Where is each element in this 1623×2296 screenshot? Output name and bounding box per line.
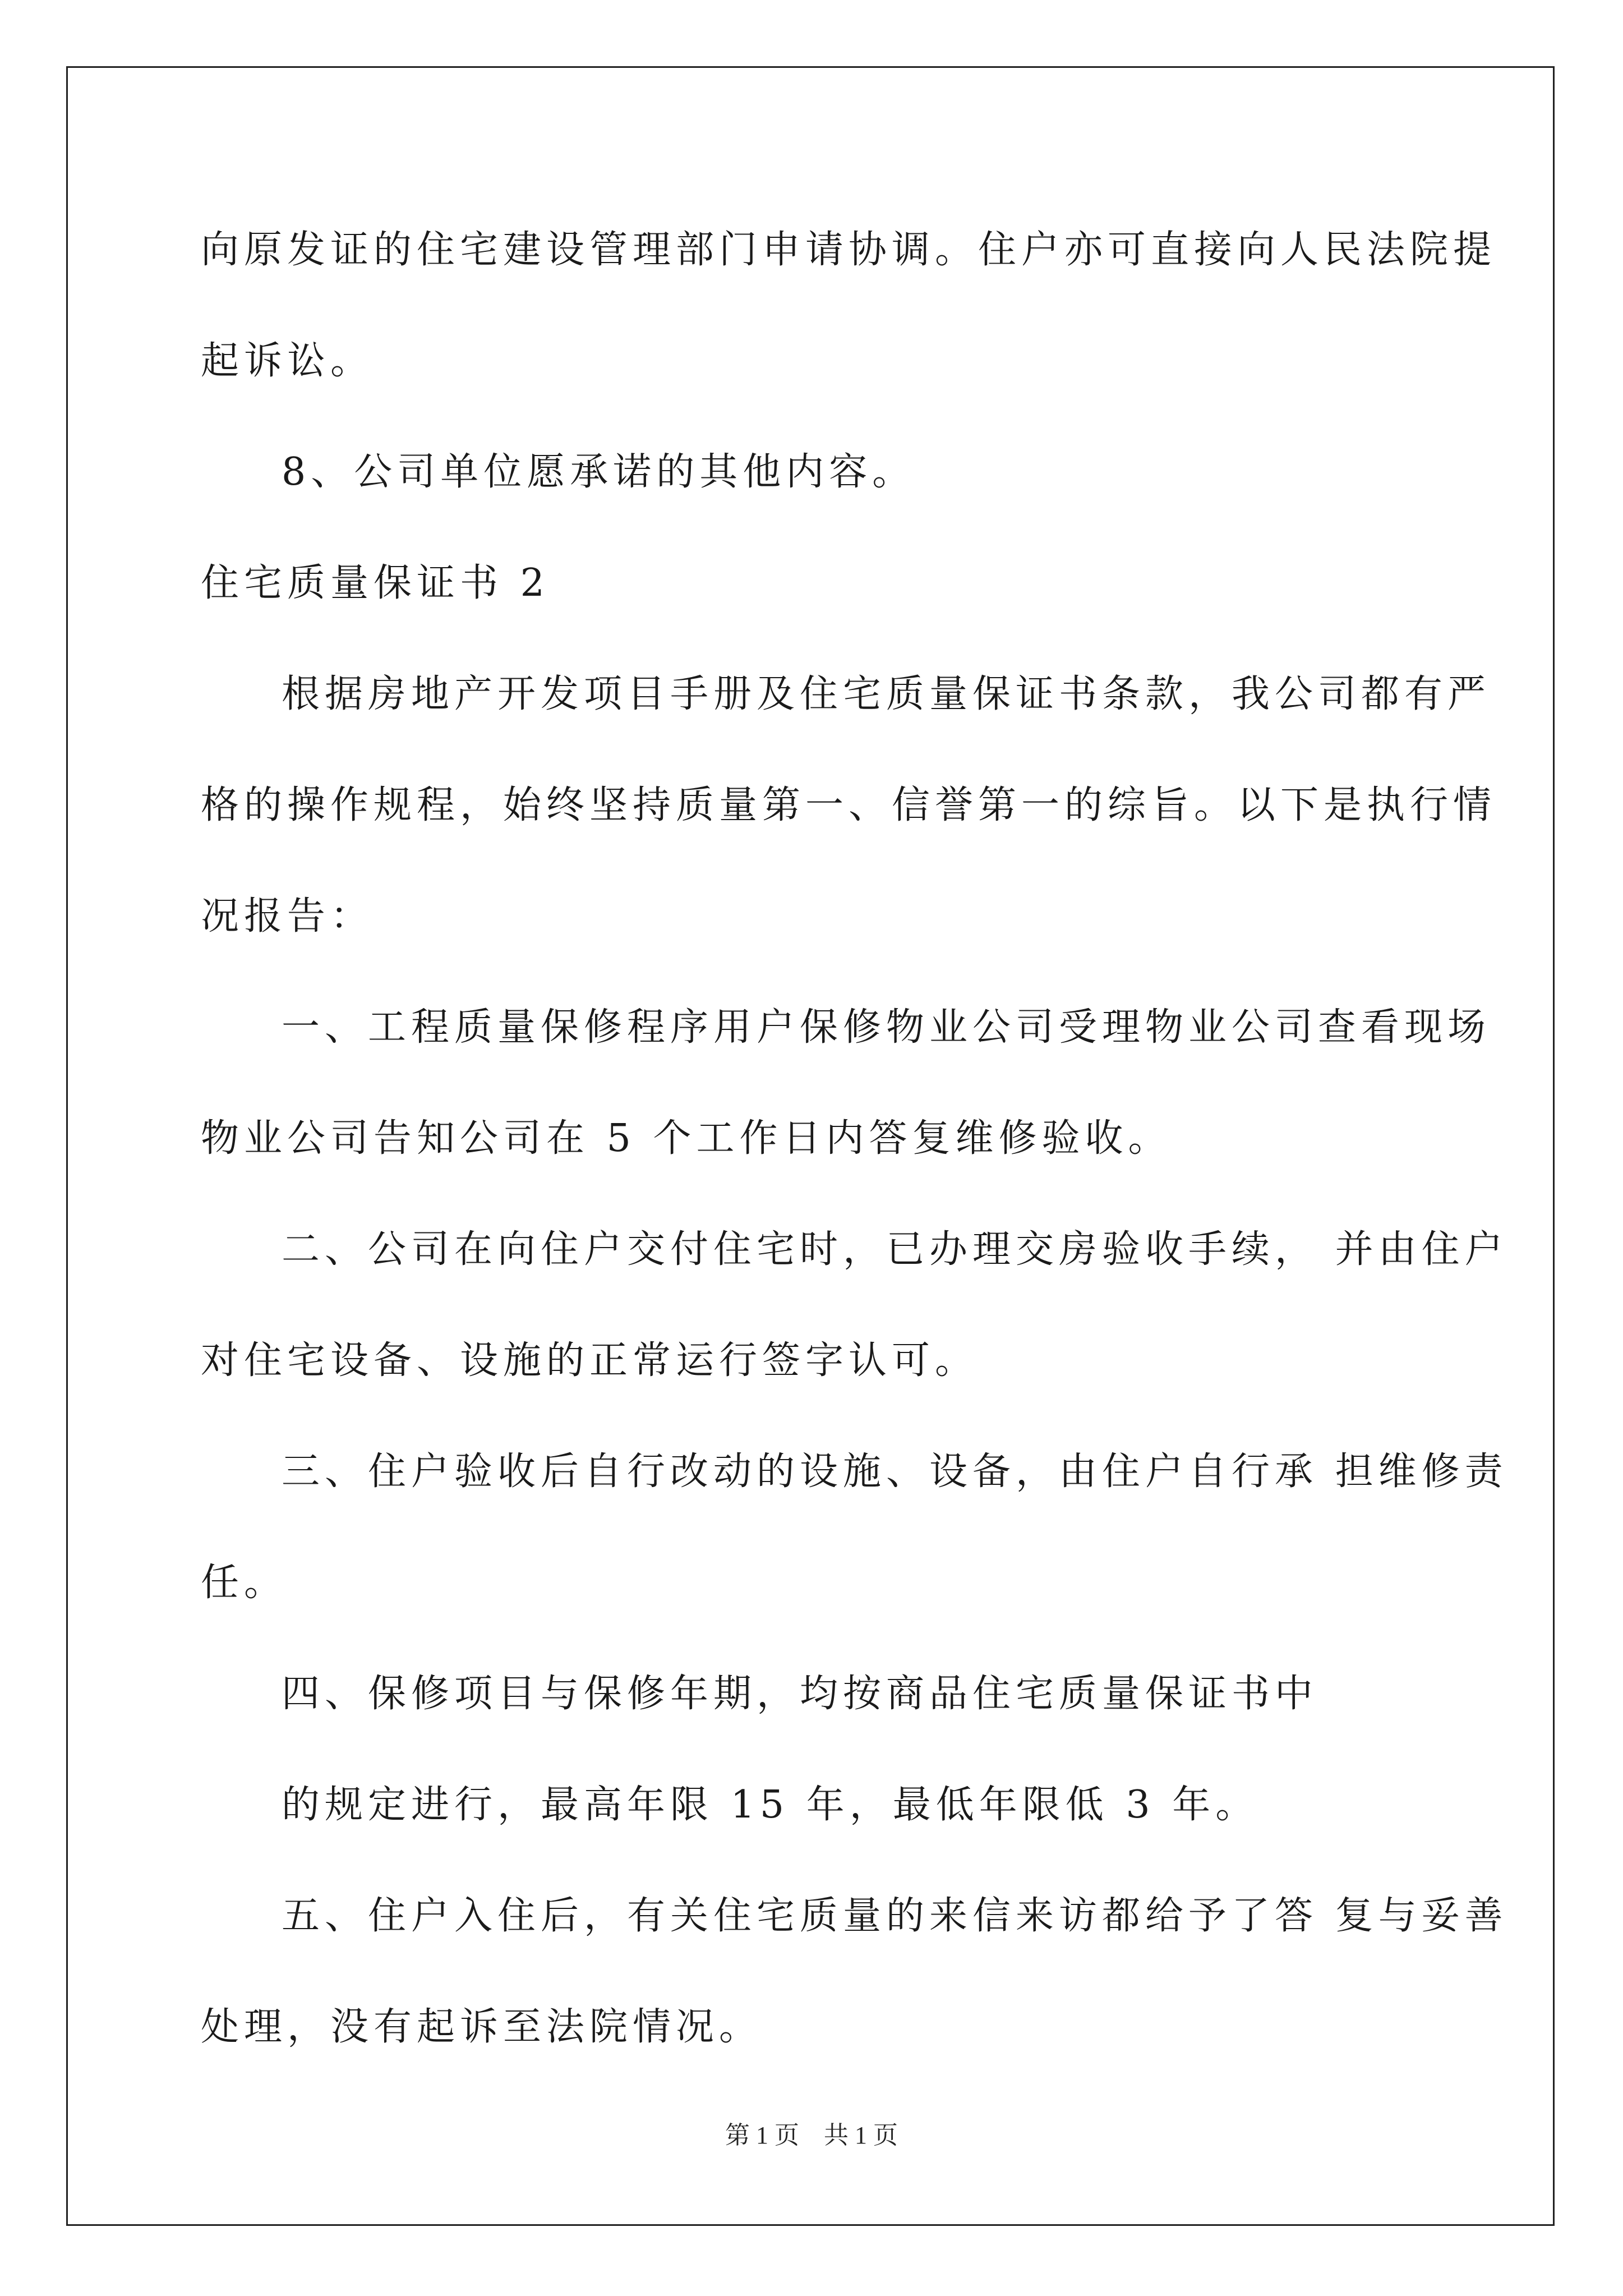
body-line: 物业公司告知公司在 5 个工作日内答复维修验收。 (201, 1116, 1172, 1161)
list-item: 二、公司在向住户交付住宅时，已办理交房验收手续， 并由住户 (282, 1227, 1508, 1272)
body-line: 向原发证的住宅建设管理部门申请协调。住户亦可直接向人民法院提 (201, 228, 1497, 272)
list-item: 五、住户入住后，有关住宅质量的来信来访都给予了答 复与妥善 (282, 1894, 1508, 1938)
body-line: 况报告： (201, 894, 374, 938)
list-item: 三、住户验收后自行改动的设施、设备，由住户自行承 担维修责 (282, 1450, 1508, 1494)
body-line: 起诉讼。 (201, 339, 374, 383)
body-line: 格的操作规程，始终坚持质量第一、信誉第一的综旨。以下是执行情 (201, 783, 1497, 827)
body-line: 处理，没有起诉至法院情况。 (201, 2005, 763, 2049)
body-line: 对住宅设备、设施的正常运行签字认可。 (201, 1338, 979, 1383)
list-item: 8、公司单位愿承诺的其他内容。 (282, 450, 916, 494)
body-line: 的规定进行，最高年限 15 年，最低年限低 3 年。 (282, 1783, 1259, 1827)
section-title: 住宅质量保证书 2 (201, 561, 550, 605)
body-line: 根据房地产开发项目手册及住宅质量保证书条款，我公司都有严 (282, 672, 1491, 716)
body-line: 任。 (201, 1561, 288, 1605)
list-item: 四、保修项目与保修年期，均按商品住宅质量保证书中 (282, 1672, 1318, 1716)
page-number: 第 1 页 共 1 页 (725, 2122, 898, 2149)
list-item: 一、工程质量保修程序用户保修物业公司受理物业公司查看现场 (282, 1005, 1491, 1050)
